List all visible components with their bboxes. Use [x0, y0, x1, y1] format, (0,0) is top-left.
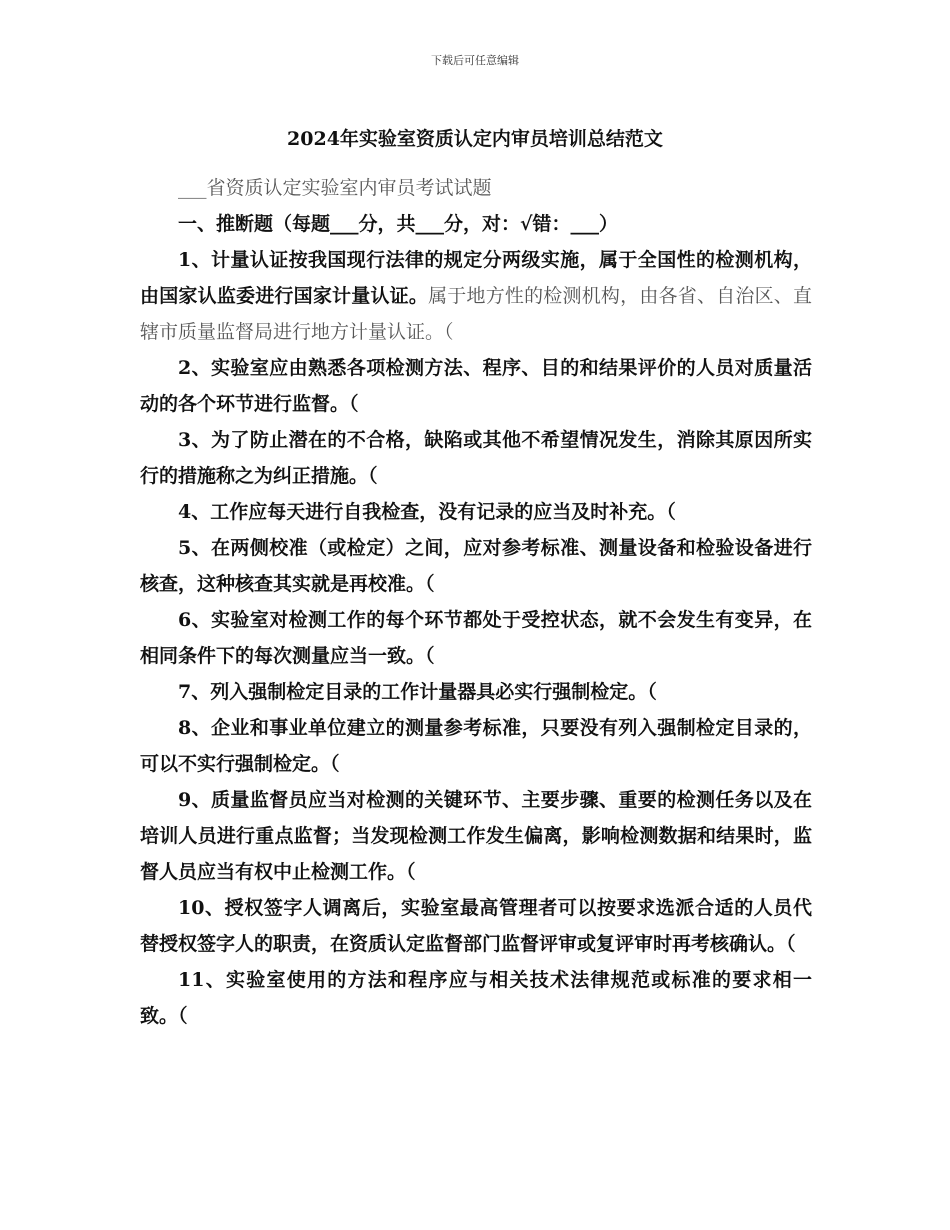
exam-subtitle: ___省资质认定实验室内审员考试试题 [178, 177, 492, 199]
question-4: 4、工作应每天进行自我检查，没有记录的应当及时补充。（ [178, 501, 676, 523]
question-11: 11、实验室使用的方法和程序应与相关技术法律规范或标准的要求相一致。（ [140, 969, 812, 1027]
question-9: 9、质量监督员应当对检测的关键环节、主要步骤、重要的检测任务以及在培训人员进行重点监督；当发现检测工作发生偏离，影响检测数据和结果时，监督人员应当有权中止检测工作。（ [140, 789, 812, 883]
question-1-bold-part: 1、计量认证按我国现行法律的规定分两级实施，属于全国性的检测机构，由国家认监委进行国家计量认证。 [140, 249, 812, 307]
document-title: 2024年实验室资质认定内审员培训总结范文 [287, 128, 663, 150]
question-1-plain-part: 属于地方性的检测机构，由各省、自治区、直辖市质量监督局进行地方计量认证。（ [140, 285, 812, 343]
section-heading: 一、推断题（每题___分，共___分，对：√错：___） [178, 213, 618, 235]
question-7: 7、列入强制检定目录的工作计量器具必实行强制检定。（ [178, 681, 657, 703]
question-2: 2、实验室应由熟悉各项检测方法、程序、目的和结果评价的人员对质量活动的各个环节进行监督。（ [140, 357, 812, 415]
question-5: 5、在两侧校准（或检定）之间，应对参考标准、测量设备和检验设备进行核查，这种核查其实就是再校准。（ [140, 537, 812, 595]
question-10: 10、授权签字人调离后，实验室最高管理者可以按要求选派合适的人员代替授权签字人的职责，在资质认定监督部门监督评审或复评审时再考核确认。（ [140, 897, 812, 955]
page-header: 下载后可任意编辑 [431, 54, 519, 67]
question-8: 8、企业和事业单位建立的测量参考标准，只要没有列入强制检定目录的，可以不实行强制检定。（ [140, 717, 812, 775]
question-6: 6、实验室对检测工作的每个环节都处于受控状态，就不会发生有变异，在相同条件下的每次测量应当一致。（ [140, 609, 812, 667]
question-1 [140, 242, 812, 350]
document-body [140, 170, 812, 1034]
question-3: 3、为了防止潜在的不合格，缺陷或其他不希望情况发生，消除其原因所实行的措施称之为纠正措施。（ [140, 429, 812, 487]
